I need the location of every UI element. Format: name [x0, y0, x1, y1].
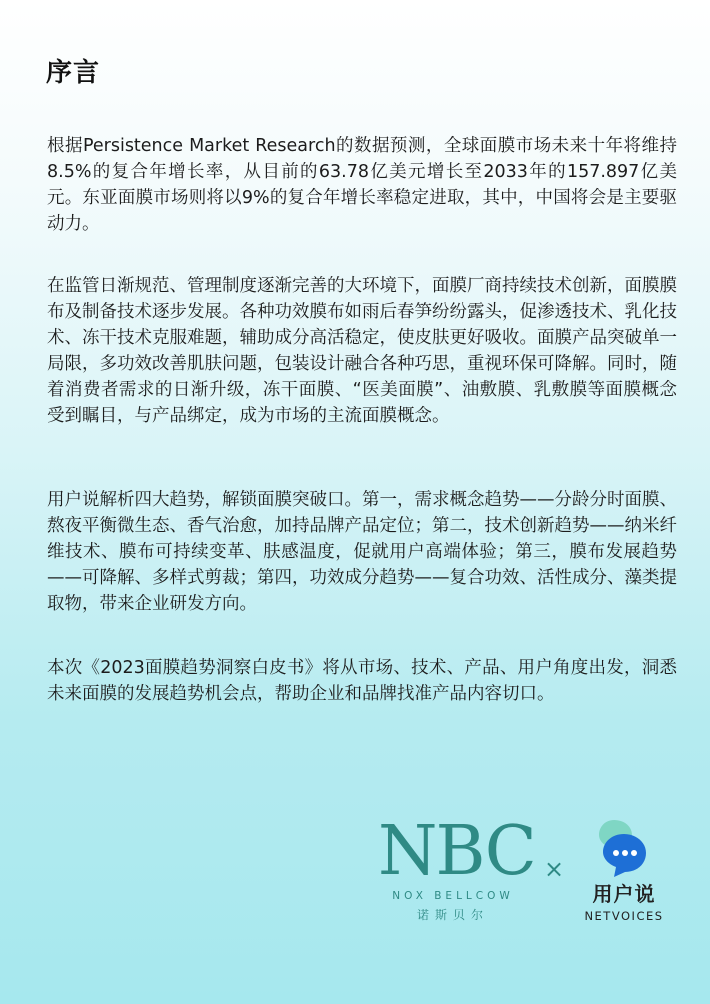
page-title: 序言: [46, 58, 101, 88]
nbc-logo-subtitle: NOX BELLCOW: [392, 890, 514, 902]
paragraph-market-forecast: 根据Persistence Market Research的数据预测，全球面膜市场未来十年将维持8.5%的复合年增长率，从目前的63.78亿美元增长至2033年的157.897亿美元。东亚面膜市场则将以9%的复合年增长率稳定进取，其中，中国将会是主要驱动力。: [47, 136, 677, 234]
nbc-logo: [378, 812, 535, 923]
logo-separator: ×: [544, 855, 565, 883]
paragraph-industry-development: 在监管日渐规范、管理制度逐渐完善的大环境下，面膜厂商持续技术创新，面膜膜布及制备技术逐步发展。各种功效膜布如雨后春笋纷纷露头，促渗透技术、乳化技术、冻干技术克服难题，辅助成分高活稳定，使皮肤更好吸收。面膜产品突破单一局限，多功效改善肌肤问题，包装设计融合各种巧思，重视环保可降解。同时，随着消费者需求的日渐升级，冻干面膜、“医美面膜”、油敷膜、乳敷膜等面膜概念受到瞩目，与产品绑定，成为市场的主流面膜概念。: [47, 276, 677, 426]
nbc-logo-mark: NBC: [378, 812, 535, 891]
paragraph-four-trends: 用户说解析四大趋势，解锁面膜突破口。第一，需求概念趋势——分龄分时面膜、熬夜平衡微生态、香气治愈，加持品牌产品定位；第二，技术创新趋势——纳米纤维技术、膜布可持续变革、肤感温度，促就用户高端体验；第三，膜布发展趋势——可降解、多样式剪裁；第四，功效成分趋势——复合功效、活性成分、藻类提取物，带来企业研发方向。: [47, 490, 677, 614]
netvoices-logo-english: NETVOICES: [584, 909, 664, 923]
nbc-logo-chinese: 诺斯贝尔: [416, 908, 489, 922]
paragraph-whitepaper-intro: 本次《2023面膜趋势洞察白皮书》将从市场、技术、产品、用户角度出发，洞悉未来面膜的发展趋势机会点，帮助企业和品牌找准产品内容切口。: [47, 658, 677, 704]
speech-bubbles-icon: [594, 816, 654, 878]
netvoices-logo: [574, 816, 674, 923]
netvoices-logo-chinese: 用户说: [592, 882, 656, 906]
